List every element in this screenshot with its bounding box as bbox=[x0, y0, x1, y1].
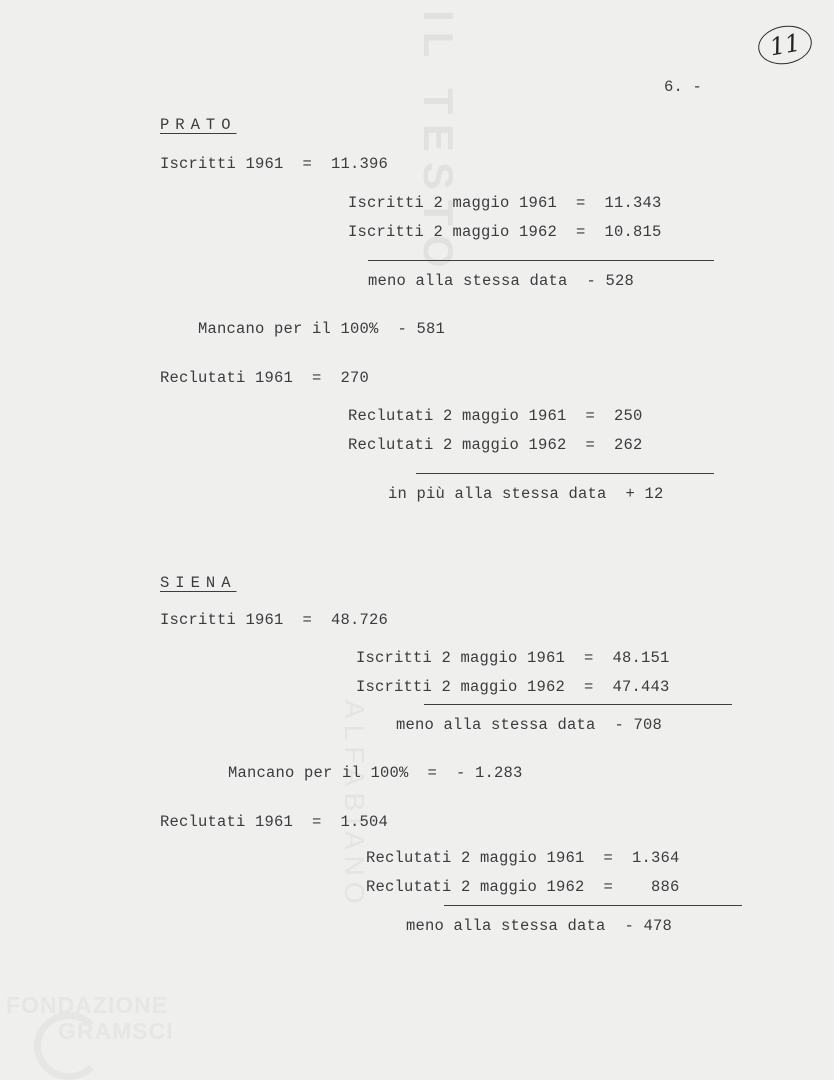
watermark-logo bbox=[6, 992, 216, 1072]
reclutati-difference: in più alla stessa data + 12 bbox=[388, 485, 664, 503]
watermark-lower-text: ALFABIANO bbox=[339, 700, 370, 910]
iscritti-total: Iscritti 1961 = 11.396 bbox=[160, 155, 389, 173]
reclutati-row-1961: Reclutati 2 maggio 1961 = 250 bbox=[348, 407, 643, 425]
iscritti-total: Iscritti 1961 = 48.726 bbox=[160, 611, 389, 629]
page-number: 6. - bbox=[664, 78, 703, 96]
sum-rule bbox=[368, 260, 714, 261]
watermark-vertical-text: IL TESTO bbox=[415, 10, 462, 278]
reclutati-difference: meno alla stessa data - 478 bbox=[406, 917, 673, 935]
iscritti-row-1962: Iscritti 2 maggio 1962 = 47.443 bbox=[356, 678, 670, 696]
logo-line1: FONDAZIONE bbox=[6, 992, 169, 1018]
iscritti-difference: meno alla stessa data - 708 bbox=[396, 716, 663, 734]
mancano-row: Mancano per il 100% = - 1.283 bbox=[228, 764, 523, 782]
reclutati-total: Reclutati 1961 = 270 bbox=[160, 369, 370, 387]
iscritti-row-1961: Iscritti 2 maggio 1961 = 48.151 bbox=[356, 649, 670, 667]
reclutati-row-1961: Reclutati 2 maggio 1961 = 1.364 bbox=[366, 849, 680, 867]
mancano-row: Mancano per il 100% - 581 bbox=[198, 320, 446, 338]
logo-line2: GRAMSCI bbox=[58, 1018, 174, 1044]
reclutati-row-1962: Reclutati 2 maggio 1962 = 262 bbox=[348, 436, 643, 454]
section-heading: SIENA bbox=[160, 574, 237, 592]
archive-number-stamp: 11 bbox=[755, 22, 815, 69]
section-heading: PRATO bbox=[160, 116, 237, 134]
reclutati-total: Reclutati 1961 = 1.504 bbox=[160, 813, 389, 831]
sum-rule bbox=[424, 704, 732, 705]
reclutati-row-1962: Reclutati 2 maggio 1962 = 886 bbox=[366, 878, 680, 896]
sum-rule bbox=[444, 905, 742, 906]
iscritti-row-1962: Iscritti 2 maggio 1962 = 10.815 bbox=[348, 223, 662, 241]
iscritti-row-1961: Iscritti 2 maggio 1961 = 11.343 bbox=[348, 194, 662, 212]
sum-rule bbox=[416, 473, 714, 474]
iscritti-difference: meno alla stessa data - 528 bbox=[368, 272, 635, 290]
